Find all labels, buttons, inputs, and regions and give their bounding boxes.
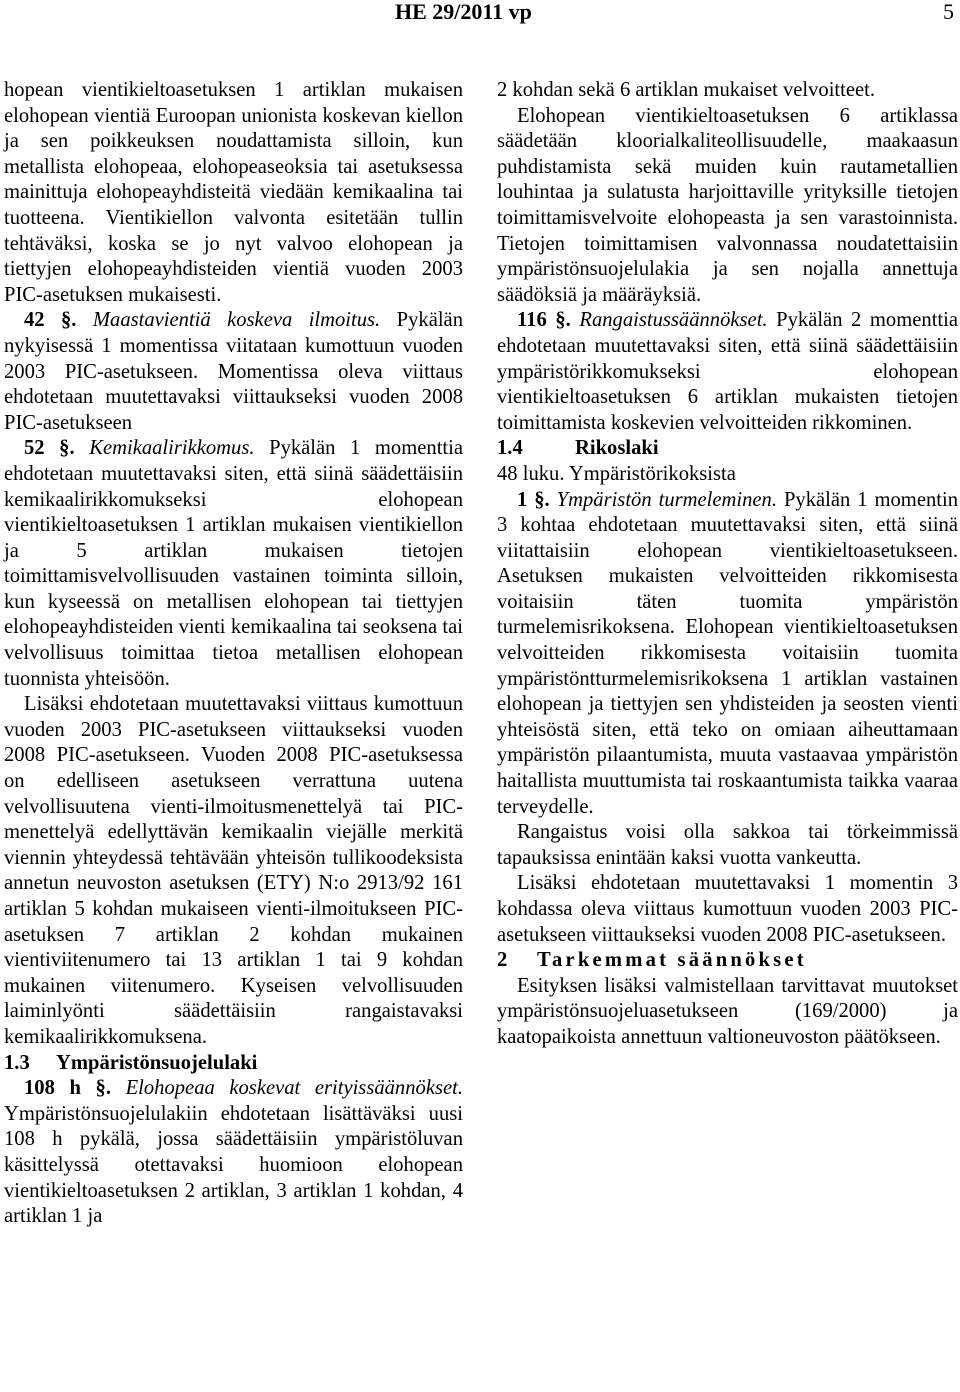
heading-1-4 [497, 436, 958, 462]
section-number: 42 §. [24, 309, 77, 332]
section-42-paragraph [4, 308, 463, 436]
section-52-paragraph [4, 436, 463, 692]
section-title: Elohopeaa koskevat erityissäännökset. [125, 1077, 463, 1100]
heading-1-3 [4, 1051, 463, 1077]
section-title: Ympäristön turmeleminen. [556, 488, 777, 511]
paragraph-continuation: 2 kohdan sekä 6 artiklan mukaiset velvoitteet. [497, 79, 876, 101]
paragraph: Elohopean vientikieltoasetuksen 6 artiklassa säädetään kloorialkaliteollisuudelle, maakaasun puhdistamista sekä muiden kuin rautametallien louhintaa ja sulatusta harjoittaville yrityksille tietojen toimittamisvelvoite elohopeasta ja sen varastoinnista. Tietojen toimittamisen valvonnassa noudatettaisiin ympäristönsuojelulakia ja sen nojalla annettuja säädöksiä ja määräyksiä. [497, 104, 958, 306]
left-column [4, 78, 463, 1230]
section-number: 1 §. [517, 488, 550, 511]
heading-title: Ympäristönsuojelulaki [56, 1051, 258, 1074]
heading-number: 2 [497, 949, 508, 972]
paragraph: Rangaistus voisi olla sakkoa tai törkeimmissä tapauksissa enintään kaksi vuotta vankeutta. [497, 821, 958, 869]
section-116-paragraph [497, 308, 958, 436]
section-number: 52 §. [24, 437, 75, 460]
paragraph: Lisäksi ehdotetaan muutettavaksi viittaus kumottuun vuoden 2003 PIC-asetukseen viittaukseksi vuoden 2008 PIC-asetukseen. Vuoden 2008 PIC-asetuksessa on edelliseen asetukseen verrattuna uutena velvollisuutena vienti-ilmoitusmenettelyä tai PIC-menettelyä edellyttävän kemikaalin viejälle merkitä viennin yhteydessä tehtävään yhteisön tullikoodeksista annetun neuvoston asetuksen (ETY) N:o 2913/92 161 artiklan 5 kohdan mukaiseen vienti-ilmoitukseen PIC-asetuksen 7 artiklan 2 kohdan mukainen vientiviitenumero tai 13 artiklan 1 tai 9 kohdan mukainen viitenumero. Kyseisen velvollisuuden laiminlyönti säädettäisiin rangaistavaksi kemikaalirikkomuksena. [4, 693, 463, 1048]
section-text: Ympäristönsuojelulakiin ehdotetaan lisättäväksi uusi 108 h pykälä, jossa säädettäisiin ympäristöluvan käsittelyssä otettavaksi huomioon elohopean vientikieltoasetuksen 2 artiklan, 3 artiklan 1 kohdan, 4 artiklan 1 ja [4, 1102, 463, 1228]
page-number: 5 [943, 0, 954, 24]
section-number: 108 h §. [24, 1077, 111, 1100]
page-header [0, 0, 960, 28]
section-title: Rangaistussäännökset. [579, 309, 768, 332]
document-id: HE 29/2011 vp [395, 0, 532, 24]
section-title: Maastavientiä koskeva ilmoitus. [92, 309, 381, 332]
chapter-title: 48 luku. Ympäristörikoksista [497, 462, 736, 485]
heading-number: 1.4 [497, 437, 523, 460]
paragraph: Esityksen lisäksi valmistellaan tarvittavat muutokset ympäristönsuojeluasetukseen (169/2000) ja kaatopaikoista annettuun valtioneuvoston päätökseen. [497, 974, 958, 1048]
heading-2 [497, 948, 958, 974]
section-text: Pykälän 1 momenttia ehdotetaan muutettavaksi siten, että siinä säädettäisiin kemikaalirikkomukseksi elohopean vientikieltoasetuksen 1 artiklan mukaisen vientikiellon ja 5 artiklan mukaisen tietojen toimittamisvelvollisuuden vastainen toiminta silloin, kun kyseessä on metallisen elohopean tai tiettyjen elohopeayhdisteiden vienti kemikaalina tai seoksena tai velvollisuus toimittaa tietoa metallisen elohopean tuonnista yhteisöön. [4, 437, 463, 690]
section-text: Pykälän 2 momenttia ehdotetaan muutettavaksi siten, että siinä säädettäisiin ympäristörikkomukseksi elohopean vientikieltoasetuksen 6 artiklan mukaisten tietojen toimittamista koskevien velvoitteiden rikkominen. [497, 309, 958, 434]
paragraph-continuation: hopean vientikieltoasetuksen 1 artiklan mukaisen elohopean vientiä Euroopan unionista koskevan kiellon ja sen poikkeuksen noudattamista silloin, kun metallista elohopeaa, elohopeaseoksia tai asetuksessa mainittuja elohopeayhdisteitä viedään kemikaalina tai tuotteena. Vientikiellon valvonta esitetään tullin tehtäväksi, koska se jo nyt valvoo elohopean ja tiettyjen elohopeayhdisteiden vientiä vuoden 2003 PIC-asetuksen mukaisesti. [4, 79, 463, 306]
heading-title: Tarkemmat säännökset [537, 949, 807, 972]
section-title: Kemikaalirikkomus. [89, 437, 255, 460]
heading-title: Rikoslaki [575, 437, 659, 460]
section-1-paragraph [497, 488, 958, 821]
heading-number: 1.3 [4, 1051, 30, 1074]
section-number: 116 §. [517, 309, 571, 332]
section-text: Pykälän 1 momentin 3 kohtaa ehdotetaan muutettavaksi siten, että siinä viitattaisiin elohopean vientikieltoasetukseen. Asetuksen mukaisten velvoitteiden rikkomisesta voitaisiin täten tuomita ympäristön turmelemisrikoksena. Elohopean vientikieltoasetuksen velvoitteiden rikkomisesta voitaisiin tuomita ympäristöntturmelemisrikoksena 1 artiklan vastainen elohopean ja tiettyjen sen yhdisteiden ja seosten vienti yhteisöstä siten, että teko on omiaan aiheuttamaan ympäristön pilaantumista, muuta vastaavaa ympäristön haitallista muuttumista tai roskaantumista taikka vaaraa terveydelle. [497, 488, 958, 818]
section-text: Pykälän nykyisessä 1 momentissa viitataan kumottuun vuoden 2003 PIC-asetukseen. Momentissa oleva viittaus ehdotetaan muutettavaksi viittaukseksi vuoden 2008 PIC-asetukseen [4, 309, 463, 434]
section-108h-paragraph [4, 1076, 463, 1230]
paragraph: Lisäksi ehdotetaan muutettavaksi 1 momentin 3 kohdassa oleva viittaus kumottuun vuoden 2003 PIC-asetukseen viittaukseksi vuoden 2008 PIC-asetukseen. [497, 872, 958, 946]
right-column [497, 78, 958, 1051]
